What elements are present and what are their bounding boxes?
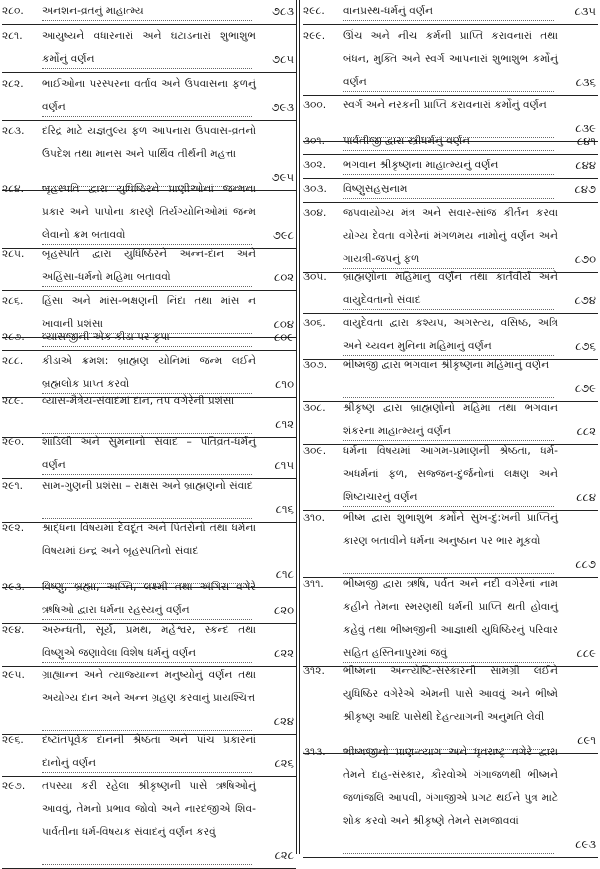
chapter-number: ૩૧૨. xyxy=(303,665,325,677)
chapter-number: ૨૯૭. xyxy=(2,780,26,792)
chapter-title: તપસ્યા કરી રહેલા શ્રીકૃષ્ણની પાસે ઋષિઓનું આવવું, તેમનો પ્રભાવ જોવો અને નારદજીએ શિવ-પાર્વતીના ધર્મ-વિષયક સંવાદનું વર્ણન કરવું xyxy=(42,780,256,838)
chapter-number: ૩૦૪. xyxy=(303,207,327,219)
toc-entry xyxy=(2,431,296,477)
page-number: ૮૮૯ xyxy=(576,646,596,660)
chapter-title: વિષ્ણુ, બ્રહ્મા, અગ્નિ, લક્ષ્મી તથા અંગિરા વગેરે ઋષિઓ દ્વારા ધર્મના રહસ્યનું વર્ણન xyxy=(42,581,256,616)
chapter-title: ભીષ્મજી દ્વારા ઋષિ, પર્વત અને નદી વગેરેનાં નામ કહીને તેમના સ્મરણથી ધર્મની પ્રાપ્તિ થતી હોવાનું કહેવું તથા ભીષ્મજીની આજ્ઞાથી યુધિષ્ઠિરનું પરિવાર સહિત હસ્તિનાપુરમાં જવું xyxy=(343,578,558,659)
chapter-title: દષ્ટાંતપૂર્વક દાનની શ્રેષ્ઠતા અને પાંચ પ્રકારનાં દાનોનું વર્ણન xyxy=(42,734,256,769)
leader-dots xyxy=(42,772,252,773)
chapter-title: બ્રાહ્મણોના મહિમાનું વર્ણન તથા કાર્તવીર્ય અને વાયુદેવતાનો સંવાદ xyxy=(343,271,558,306)
toc-entry xyxy=(303,266,598,312)
chapter-number: ૨૯૯. xyxy=(303,30,326,42)
page-number: ૮૮૭ xyxy=(575,557,596,571)
page-number: ૮૦૪ xyxy=(273,317,294,331)
leader-dots xyxy=(42,346,252,347)
toc-entry xyxy=(303,573,598,665)
chapter-number: ૩૧૩. xyxy=(303,746,326,758)
page-number: ૮૧૨ xyxy=(275,417,294,431)
chapter-title: શાંડિલી અને સુમનાનો સંવાદ – પતિવ્રત-ધર્મનું વર્ણન xyxy=(42,436,256,471)
leader-dots xyxy=(42,864,252,865)
page-number: ૭૮૩ xyxy=(272,4,294,18)
chapter-number: ૨૯૪. xyxy=(2,624,25,636)
chapter-number: ૩૦૦. xyxy=(303,99,327,111)
chapter-number: ૩૦૬. xyxy=(303,317,326,329)
chapter-number: ૩૦૨. xyxy=(303,159,327,171)
page-number: ૮૨૪ xyxy=(273,714,294,728)
page-number: ૮૧૫ xyxy=(274,458,294,472)
toc-entry xyxy=(303,741,598,856)
chapter-number: ૩૦૫. xyxy=(303,271,327,283)
page-number: ૮૭૦ xyxy=(574,252,596,266)
chapter-title: શ્રીકૃષ્ણ દ્વારા બ્રાહ્મણોનો મહિમા તથા ભગવાન શંકરના માહાત્મ્યનું વર્ણન xyxy=(343,402,558,437)
toc-entry xyxy=(303,312,598,358)
chapter-number: ૨૯૦. xyxy=(2,436,25,448)
chapter-number: ૨૮૯. xyxy=(2,395,24,407)
page-number: ૮૧૮ xyxy=(275,567,294,581)
chapter-title: બૃહસ્પતિ દ્વારા યુધિષ્ઠિરને અન્ન-દાન અને અહિંસા-ધર્મનો મહિમા બતાવવો xyxy=(42,248,256,283)
page-number: ૮૨૨ xyxy=(274,646,294,660)
page-number: ૮૨૦ xyxy=(274,603,294,617)
chapter-title: અનશન-વ્રતનું માહાત્મ્ય xyxy=(42,5,144,17)
chapter-title: વાનપ્રસ્થ-ધર્મનું વર્ણન xyxy=(343,5,433,17)
toc-column-right xyxy=(303,0,598,854)
page-number: ૮૧૦ xyxy=(275,377,294,391)
chapter-title: પાર્વતીજી દ્વારા સ્ત્રીધર્મનું વર્ણન xyxy=(343,135,470,147)
page-number: ૮૪૪ xyxy=(575,158,596,172)
chapter-title: કીડાએ ક્રમશ: બ્રાહ્મણ યોનિમાં જન્મ લઈને બ્રહ્મલોક પ્રાપ્ત કરવો xyxy=(42,355,256,390)
leader-dots xyxy=(343,174,554,175)
chapter-title: જપવાયોગ્ય મંત્ર અને સવાર-સાંજ કીર્તન કરવા યોગ્ય દેવતા વગેરેનાં મંગળમય નામોનું વર્ણન અને ગાયત્રી-જપનું ફળ xyxy=(343,207,558,265)
page-number: ૮૩૬ xyxy=(575,75,596,89)
page-number: ૮૩૫ xyxy=(574,4,596,18)
toc-entry xyxy=(303,154,598,177)
leader-dots xyxy=(343,309,554,310)
toc-entry xyxy=(2,475,296,521)
chapter-number: ૨૯૩. xyxy=(2,581,25,593)
chapter-title: આયુષ્યને વધારનારાં અને ઘટાડનારાં શુભાશુભ કર્મોનું વર્ણન xyxy=(42,30,256,65)
chapter-number: ૨૯૮. xyxy=(303,5,325,17)
page-number: ૮૪૧ xyxy=(576,134,596,148)
chapter-number: ૨૯૬. xyxy=(2,734,24,746)
chapter-title: વ્યાસજીની એક કીડા પર કૃપા xyxy=(42,331,170,343)
toc-entry xyxy=(2,390,296,436)
chapter-title: વાયુદેવતા દ્વારા કશ્યપ, અગસ્ત્ય, વસિષ્ઠ, અત્રિ અને ચ્યવન મુનિના મહિમાનું વર્ણન xyxy=(343,317,558,352)
chapter-number: ૩૧૧. xyxy=(303,578,324,590)
toc-entry xyxy=(2,775,296,867)
chapter-title: ધર્મના વિષયમાં આગમ-પ્રમાણની શ્રેષ્ઠતા, ધર્મ-અધર્મનાં ફળ, સજ્જન-દુર્જનોનાં લક્ષણ અને શિષ્ટાચારનું વર્ણન xyxy=(343,445,558,503)
chapter-number: ૩૦૯. xyxy=(303,445,327,457)
chapter-title: વ્યાસ-મૈત્રેય-સંવાદમાં દાન, તપ વગેરેની પ્રશંસા xyxy=(42,395,235,407)
leader-dots xyxy=(42,286,252,287)
column-divider xyxy=(296,0,297,854)
page-number: ૮૮૪ xyxy=(576,490,596,504)
toc-entry xyxy=(303,202,598,271)
chapter-title: સ્વર્ગ અને નરકની પ્રાપ્તિ કરાવનારાં કર્મોનું વર્ણન xyxy=(343,99,547,111)
chapter-title: દરિદ્ર માટે યજ્ઞતુલ્ય ફળ આપનારા ઉપવાસ-વ્રતનો ઉપદેશ તથા માનસ અને પાર્થિવ તીર્થની મહત્તા xyxy=(42,125,256,160)
page-number: ૮૨૮ xyxy=(274,848,294,862)
leader-dots xyxy=(42,662,252,663)
column-divider xyxy=(299,0,300,854)
toc-entry xyxy=(2,619,296,665)
toc-entry xyxy=(2,326,296,349)
chapter-number: ૨૮૨. xyxy=(2,78,24,90)
leader-dots xyxy=(343,91,554,92)
toc-column-left xyxy=(2,0,296,862)
chapter-number: ૨૯૧. xyxy=(2,480,24,492)
chapter-title: ભીષ્મજીનો પ્રાણ-ત્યાગ અને ધૃતરાષ્ટ્ર વગેરે દ્વારા તેમને દાહ-સંસ્કાર, કૌરવોએ ગંગાજળથી ભીષ્મને જળાંજલિ આપવી, ગંગાજીએ પ્રગટ થઈને પુત્ર માટે શોક કરવો અને શ્રીકૃષ્ણે તેમને સમજાવવાં xyxy=(343,746,558,827)
leader-dots xyxy=(42,116,252,117)
toc-entry xyxy=(2,178,296,247)
toc-entry xyxy=(303,178,598,201)
page-number: ૮૮૨ xyxy=(576,424,596,438)
chapter-number: ૨૮૦. xyxy=(2,5,24,17)
page-number: ૮૪૭ xyxy=(574,182,596,196)
page-number: ૮૭૬ xyxy=(575,339,596,353)
page-number: ૮૧૬ xyxy=(275,502,294,516)
page-number: ૮૦૯ xyxy=(273,330,294,344)
leader-dots xyxy=(343,150,554,151)
entry-separator xyxy=(303,857,598,858)
page-number: ૮૨૬ xyxy=(274,756,294,770)
toc-entry xyxy=(2,576,296,622)
toc-entry xyxy=(2,73,296,119)
chapter-title: વિષ્ણુસહસ્રનામ xyxy=(343,183,408,195)
chapter-number: ૩૦૧. xyxy=(303,135,325,147)
page-number: ૭૯૩ xyxy=(271,100,294,114)
toc-entry xyxy=(303,354,598,400)
chapter-title: ભીષ્મ દ્વારા શુભાશુભ કર્મોને સુખ-દુ:ખની પ્રાપ્તિનું કારણ બતાવીને ધર્મના અનુષ્ઠાન પર ભાર મૂકવો xyxy=(343,512,558,547)
leader-dots xyxy=(42,68,252,69)
toc-entry xyxy=(2,25,296,71)
page-number: ૭૯૫ xyxy=(271,170,294,184)
chapter-number: ૩૦૮. xyxy=(303,402,326,414)
chapter-title: ઊંચ અને નીચ કર્મની પ્રાપ્તિ કરાવનારાં તથા બંધન, મુક્તિ અને સ્વર્ગ આપનારાં શુભાશુભ કર્મોનું વર્ણન xyxy=(343,30,558,88)
page-number: ૮૭૪ xyxy=(574,293,596,307)
chapter-title: ભીષ્મના અન્ત્યેષ્ટિ-સંસ્કારની સામગ્રી લઈને યુધિષ્ઠિર વગેરેએ એમની પાસે આવવું અને ભીષ્મે શ્રીકૃષ્ણ આદિ પાસેથી દેહત્યાગની અનુમતિ લેવી xyxy=(343,665,558,723)
chapter-number: ૨૮૩. xyxy=(2,125,25,137)
leader-dots xyxy=(343,20,554,21)
toc-entry xyxy=(2,243,296,289)
toc-entry xyxy=(2,0,296,23)
chapter-title: બૃહસ્પતિ દ્વારા યુધિષ્ઠિરને પ્રાણીઓનાં જન્મના પ્રકાર અને પાપોના કારણે તિર્યગ્યોનિઓમાં જન્મ લેવાનો ક્રમ બતાવવો xyxy=(42,183,256,241)
toc-entry xyxy=(2,729,296,775)
chapter-number: ૩૦૩. xyxy=(303,183,327,195)
chapter-number: ૨૮૮. xyxy=(2,355,24,367)
chapter-number: ૨૯૫. xyxy=(2,669,25,681)
page-number: ૭૯૮ xyxy=(272,228,294,242)
toc-entry xyxy=(2,664,296,733)
toc-entry xyxy=(303,25,598,94)
page-number: ૮૯૧ xyxy=(577,733,596,747)
toc-entry xyxy=(303,0,598,23)
chapter-title: હિંસા અને માંસ-ભક્ષણની નિંદા તથા માંસ ન ખાવાની પ્રશંસા xyxy=(42,295,256,330)
toc-entry xyxy=(303,660,598,752)
chapter-title: શ્રાદ્ધના વિષયમાં દેવદૂત અને પિતરોનો તથા ધર્મના વિષયમાં ઇન્દ્ર અને બૃહસ્પતિનો સંવાદ xyxy=(42,522,256,557)
chapter-number: ૩૧૦. xyxy=(303,512,325,524)
chapter-title: ગ્રાહ્યાન્ન અને ત્યાજ્યાન્ન મનુષ્યોનું વર્ણન તથા અયોગ્ય દાન અને અન્ન ગ્રહણ કરવાનું પ્રાયશ્ચિત્ત xyxy=(42,669,256,704)
toc-entry xyxy=(303,440,598,509)
toc-entry xyxy=(303,397,598,443)
page-number: ૮૦૨ xyxy=(274,270,294,284)
toc-entry xyxy=(303,507,598,576)
chapter-title: અરુન્ધતી, સૂર્ય, પ્રમથ, મહેશ્વર, સ્કન્દ તથા વિષ્ણુએ જણાવેલા વિશેષ ધર્મનું વર્ણન xyxy=(42,624,256,659)
page-number: ૭૮૫ xyxy=(272,52,294,66)
chapter-title: ભગવાન શ્રીકૃષ્ણના માહાત્મ્યનું વર્ણન xyxy=(343,159,499,171)
chapter-number: ૨૮૧. xyxy=(2,30,23,42)
toc-entry xyxy=(303,130,598,153)
chapter-number: ૨૯૨. xyxy=(2,522,25,534)
page-number: ૮૩૯ xyxy=(575,121,596,135)
chapter-number: ૩૦૭. xyxy=(303,359,328,371)
chapter-number: ૨૮૫. xyxy=(2,248,25,260)
page-number: ૮૭૯ xyxy=(574,381,596,395)
leader-dots xyxy=(42,20,252,21)
chapter-number: ૨૮૬. xyxy=(2,295,24,307)
page-number: ૮૯૩ xyxy=(575,837,596,851)
chapter-number: ૨૮૪. xyxy=(2,183,24,195)
chapter-title: ભાઈઓના પરસ્પરના વર્તાવ અને ઉપવાસના ફળનું વર્ણન xyxy=(42,78,256,113)
chapter-number: ૨૮૭. xyxy=(2,331,25,343)
chapter-title: ભીષ્મજી દ્વારા ભગવાન શ્રીકૃષ્ણના મહિમાનું વર્ણન xyxy=(343,359,550,371)
chapter-title: સામ-ગુણની પ્રશંસા – રાક્ષસ અને બ્રાહ્મણનો સંવાદ xyxy=(42,480,253,492)
leader-dots xyxy=(343,198,554,199)
